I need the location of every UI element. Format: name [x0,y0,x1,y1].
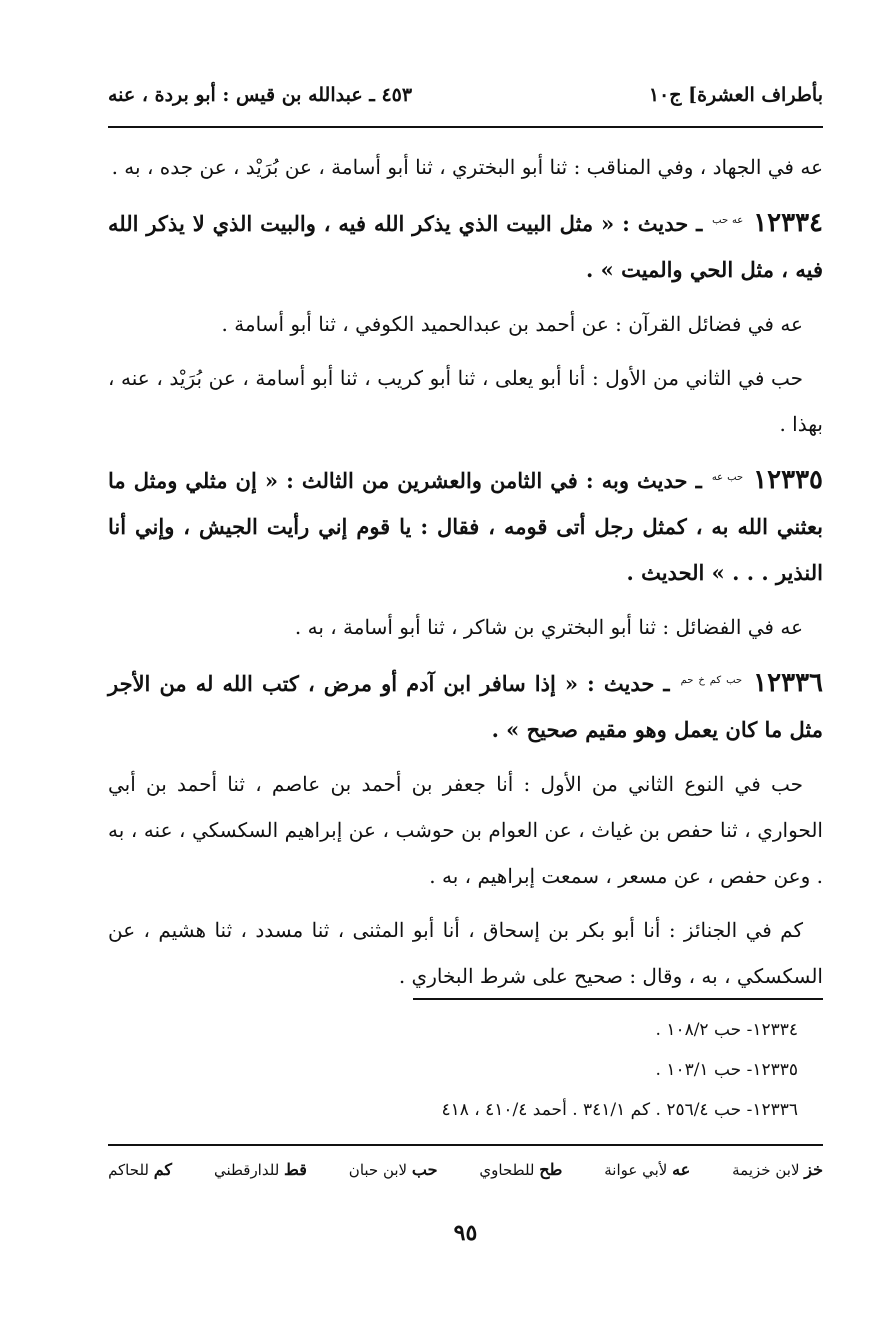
footnotes [108,1010,823,1130]
legend-item: حب لابن حبان [348,1160,438,1179]
legend-item: عه لأبي عوانة [604,1160,691,1179]
hadith-text: ـ حديث : « مثل البيت الذي يذكر الله فيه ، والبيت الذي لا يذكر الله فيه ، مثل الحي والميت » . [108,211,823,282]
hadith-sigla: عه حب [712,215,744,226]
legend-item: قط للدارقطني [213,1160,307,1179]
footnote-rule [413,998,823,1000]
paragraph-1: عه في الجهاد ، وفي المناقب : ثنا أبو البختري ، ثنا أبو أسامة ، عن بُرَيْد ، عن جده ، به . [111,155,823,179]
document-page [108,70,823,1300]
paragraph-4: عه في الفضائل : ثنا أبو البختري بن شاكر ، ثنا أبو أسامة ، به . [294,615,803,639]
header-section-title: ٤٥٣ ـ عبدالله بن قيس : أبو بردة ، عنه [108,84,413,106]
paragraph-3: حب في الثاني من الأول : أنا أبو يعلى ، ثنا أبو كريب ، ثنا أبو أسامة ، عن بُرَيْد ، عنه ، بهذا . [108,366,823,436]
hadith-number: ١٢٣٣٤ [753,208,824,238]
legend-item: طح للطحاوي [479,1160,563,1179]
hadith-sigla: حب كم خ حم [680,675,743,686]
hadith-number: ١٢٣٣٥ [753,465,823,495]
page-number: ٩٥ [453,1220,478,1246]
hadith-text: ـ حديث : « إذا سافر ابن آدم أو مرض ، كتب الله له من الأجر مثل ما كان يعمل وهو مقيم صحيح » . [108,671,823,742]
hadith-text: ـ حديث وبه : في الثامن والعشرين من الثالث : « إن مثلي ومثل ما بعثني الله به ، كمثل رجل أتى قومه ، فقال : يا قوم إني رأيت الجيش ، وإني أنا النذير . . . » الحديث . [108,468,823,585]
header-book-title: بأطراف العشرة] ج١٠ [648,84,823,106]
paragraph-2: عه في فضائل القرآن : عن أحمد بن عبدالحميد الكوفي ، ثنا أبو أسامة . [221,312,803,336]
footnote-item: ١٢٣٣٦- حب ٢٥٦/٤ . كم ٣٤١/١ . أحمد ٤١٠/٤ ، ٤١٨ [441,1100,798,1120]
paragraph-6: كم في الجنائز : أنا أبو بكر بن إسحاق ، أنا أبو المثنى ، ثنا مسدد ، ثنا هشيم ، عن السكسكي ، به ، وقال : صحيح على شرط البخاري . [108,918,823,988]
main-text [108,144,823,1007]
abbreviation-legend [108,1160,823,1179]
hadith-sigla: حب عه [711,472,744,483]
legend-rule [108,1144,823,1146]
header-rule [108,126,823,128]
footnote-item: ١٢٣٣٥- حب ١٠٣/١ . [655,1060,798,1080]
hadith-12334 [108,198,823,293]
hadith-12335 [108,455,823,596]
legend-item: كم للحاكم [108,1160,173,1179]
footnote-item: ١٢٣٣٤- حب ١٠٨/٢ . [655,1020,798,1040]
legend-item: خز لابن خزيمة [732,1160,823,1179]
running-header [108,84,823,118]
hadith-12336 [108,658,823,753]
hadith-number: ١٢٣٣٦ [753,668,823,698]
paragraph-5: حب في النوع الثاني من الأول : أنا جعفر بن أحمد بن عاصم ، ثنا أحمد بن أبي الحواري ، ثنا حفص بن غياث ، عن العوام بن حوشب ، عن إبراهيم السكسكي ، عنه ، به . وعن حفص ، عن مسعر ، سمعت إبراهيم ، به . [108,772,823,888]
